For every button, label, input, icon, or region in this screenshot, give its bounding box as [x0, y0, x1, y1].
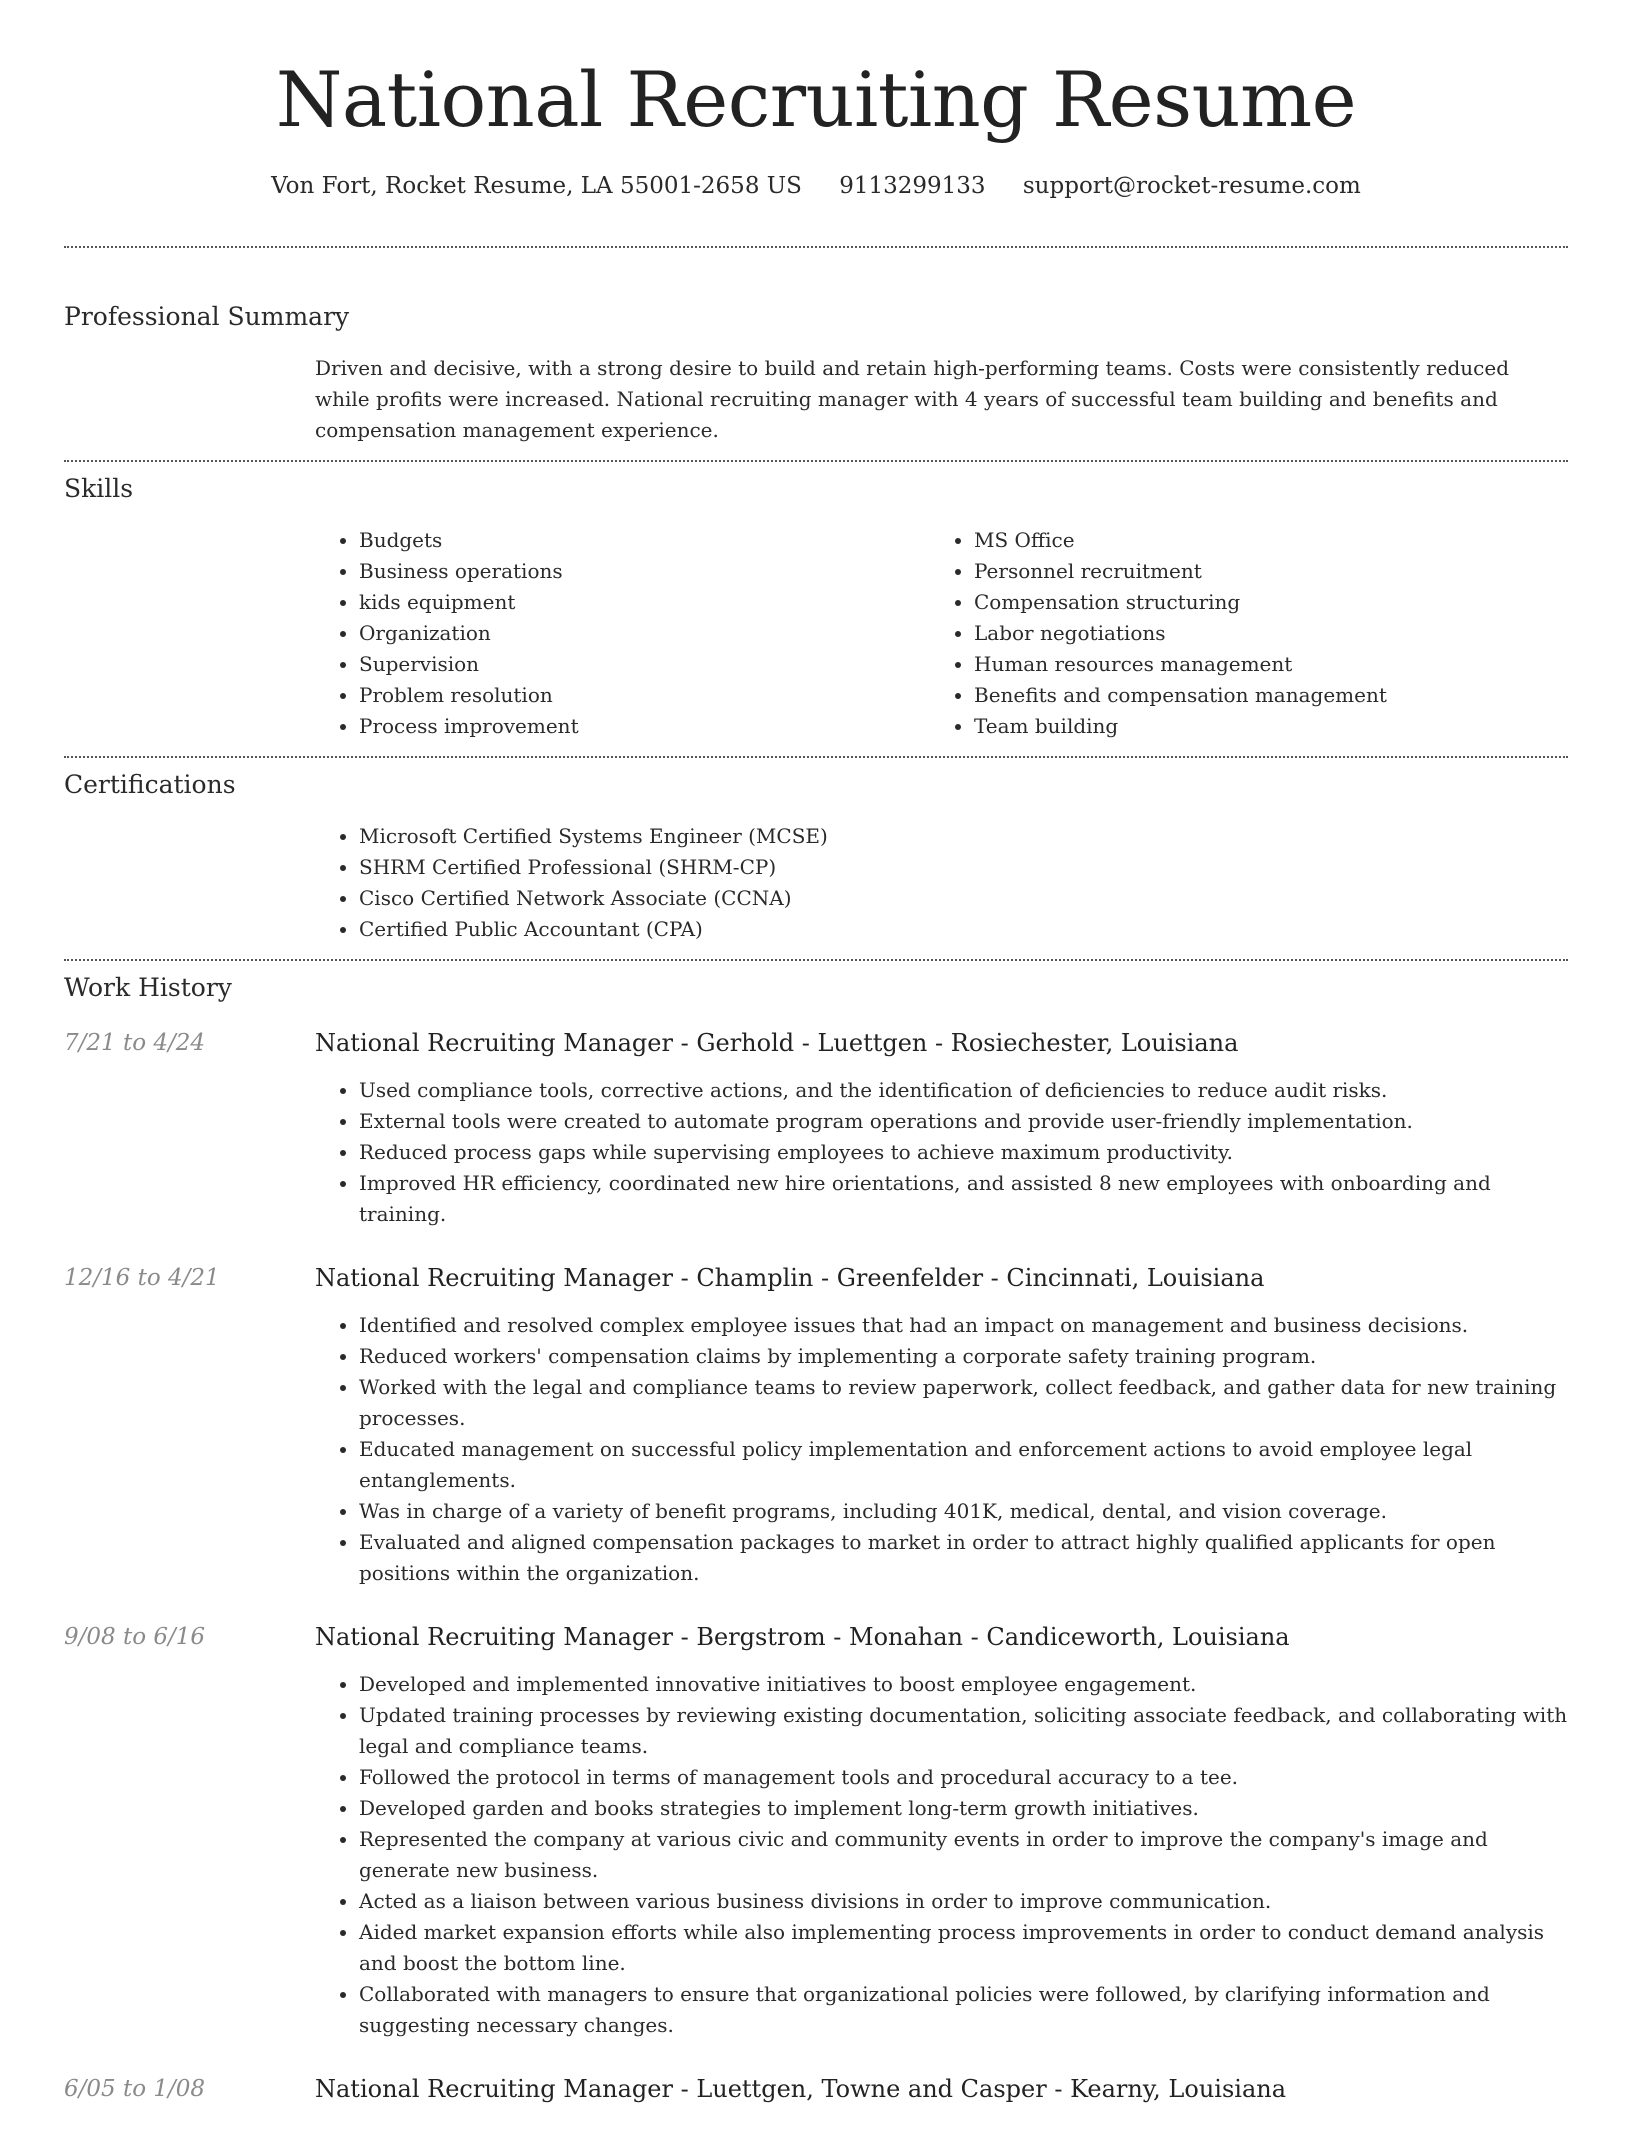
skill-item: • Team building — [974, 711, 1545, 742]
contact-address: Von Fort, Rocket Resume, LA 55001-2658 US — [271, 173, 802, 199]
job-bullet: • Educated management on successful policy implementation and enforcement actions to avoid employee legal entanglements. — [359, 1434, 1568, 1496]
contact-line — [64, 170, 1568, 202]
job-details — [315, 1075, 1568, 1230]
job-title — [315, 1261, 1568, 1295]
job-location: - Cincinnati, Louisiana — [983, 1264, 1264, 1292]
work-history-heading: Work History — [64, 973, 232, 1002]
resume-header — [64, 0, 1568, 202]
resume-title: National Recruiting Resume — [275, 55, 1357, 144]
job-entry — [64, 1026, 1568, 1230]
skills-list-right — [930, 525, 1545, 742]
job-bullet: • Developed garden and books strategies to implement long-term growth initiatives. — [359, 1793, 1568, 1824]
skills-grid — [315, 525, 1568, 742]
job-bullet: • Was in charge of a variety of benefit programs, including 401K, medical, dental, and vision coverage. — [359, 1496, 1568, 1527]
job-entry — [64, 1620, 1568, 2041]
skill-item: • kids equipment — [359, 587, 930, 618]
skill-item: • Budgets — [359, 525, 930, 556]
job-title — [315, 2072, 1568, 2106]
job-bullet: • Represented the company at various civic and community events in order to improve the company's image and generate new business. — [359, 1824, 1568, 1886]
skill-item: • Supervision — [359, 649, 930, 680]
skills-section — [64, 462, 1568, 756]
job-title — [315, 1620, 1568, 1654]
job-bullet: • Evaluated and aligned compensation packages to market in order to attract highly qualified applicants for open positions within the organization. — [359, 1527, 1568, 1589]
job-dates: 6/05 to 1/08 — [64, 2076, 206, 2102]
job-bullet: • Identified and resolved complex employee issues that had an impact on management and business decisions. — [359, 1310, 1568, 1341]
resume-page — [64, 0, 1568, 2151]
skill-item: • Business operations — [359, 556, 930, 587]
work-history-section — [64, 961, 1568, 2151]
job-role: National Recruiting Manager — [315, 1029, 673, 1057]
contact-phone: 9113299133 — [839, 173, 986, 199]
skill-item: • Compensation structuring — [974, 587, 1545, 618]
job-company: - Luettgen, Towne and Casper — [673, 2075, 1047, 2103]
job-location: - Kearny, Louisiana — [1047, 2075, 1286, 2103]
skill-item: • MS Office — [974, 525, 1545, 556]
job-dates: 12/16 to 4/21 — [64, 1265, 220, 1291]
summary-heading: Professional Summary — [64, 302, 350, 331]
skills-heading: Skills — [64, 474, 134, 503]
certifications-heading: Certifications — [64, 770, 236, 799]
job-company: - Champlin - Greenfelder — [673, 1264, 983, 1292]
job-bullet: • Used compliance tools, corrective actions, and the identification of deficiencies to reduce audit risks. — [359, 1075, 1568, 1106]
job-role: National Recruiting Manager — [315, 1264, 673, 1292]
job-bullet: • Improved HR efficiency, coordinated new hire orientations, and assisted 8 new employees with onboarding and training. — [359, 1168, 1568, 1230]
summary-text: Driven and decisive, with a strong desire to build and retain high-performing teams. Costs were consistently reduced while profits were increased. National recruiting manager with 4 years of successful team building and benefits and compensation management experience. — [315, 356, 1510, 442]
contact-email: support@rocket-resume.com — [1022, 173, 1361, 199]
skill-item: • Labor negotiations — [974, 618, 1545, 649]
certification-item: • Cisco Certified Network Associate (CCNA) — [359, 883, 1568, 914]
skill-item: • Benefits and compensation management — [974, 680, 1545, 711]
job-list — [64, 1026, 1568, 2106]
skill-item: • Organization — [359, 618, 930, 649]
certification-item: • SHRM Certified Professional (SHRM-CP) — [359, 852, 1568, 883]
job-bullet-list — [315, 1310, 1568, 1589]
job-location: - Rosiechester, Louisiana — [927, 1029, 1238, 1057]
job-location: - Candiceworth, Louisiana — [963, 1623, 1290, 1651]
certifications-section — [64, 758, 1568, 959]
job-bullet: • Acted as a liaison between various business divisions in order to improve communication. — [359, 1886, 1568, 1917]
job-bullet: • Worked with the legal and compliance teams to review paperwork, collect feedback, and gather data for new training processes. — [359, 1372, 1568, 1434]
skills-column-right — [930, 525, 1545, 742]
job-entry — [64, 1261, 1568, 1589]
skill-item: • Problem resolution — [359, 680, 930, 711]
job-bullet: • Followed the protocol in terms of management tools and procedural accuracy to a tee. — [359, 1762, 1568, 1793]
skills-list-left — [315, 525, 930, 742]
summary-section — [64, 248, 1568, 460]
skill-item: • Personnel recruitment — [974, 556, 1545, 587]
job-role: National Recruiting Manager — [315, 2075, 673, 2103]
job-title — [315, 1026, 1568, 1060]
certification-item: • Microsoft Certified Systems Engineer (MCSE) — [359, 821, 1568, 852]
job-bullet-list — [315, 1669, 1568, 2041]
job-bullet-list — [315, 1075, 1568, 1230]
job-bullet: • Developed and implemented innovative initiatives to boost employee engagement. — [359, 1669, 1568, 1700]
job-role: National Recruiting Manager — [315, 1623, 673, 1651]
job-bullet: • Reduced process gaps while supervising employees to achieve maximum productivity. — [359, 1137, 1568, 1168]
job-company: - Gerhold - Luettgen — [673, 1029, 927, 1057]
job-company: - Bergstrom - Monahan — [673, 1623, 963, 1651]
job-dates: 9/08 to 6/16 — [64, 1624, 206, 1650]
job-entry — [64, 2072, 1568, 2106]
skill-item: • Process improvement — [359, 711, 930, 742]
job-details — [315, 1310, 1568, 1589]
job-bullet: • Aided market expansion efforts while also implementing process improvements in order to conduct demand analysis and boost the bottom line. — [359, 1917, 1568, 1979]
certifications-content — [315, 821, 1568, 945]
summary-content — [315, 353, 1568, 446]
skill-item: • Human resources management — [974, 649, 1545, 680]
job-bullet: • Reduced workers' compensation claims by implementing a corporate safety training program. — [359, 1341, 1568, 1372]
job-details — [315, 1669, 1568, 2041]
job-bullet: • Collaborated with managers to ensure that organizational policies were followed, by clarifying information and suggesting necessary changes. — [359, 1979, 1568, 2041]
certifications-list — [315, 821, 1568, 945]
job-dates: 7/21 to 4/24 — [64, 1030, 206, 1056]
job-bullet: • Updated training processes by reviewing existing documentation, soliciting associate feedback, and collaborating with legal and compliance teams. — [359, 1700, 1568, 1762]
job-bullet: • External tools were created to automate program operations and provide user-friendly implementation. — [359, 1106, 1568, 1137]
certification-item: • Certified Public Accountant (CPA) — [359, 914, 1568, 945]
skills-column-left — [315, 525, 930, 742]
